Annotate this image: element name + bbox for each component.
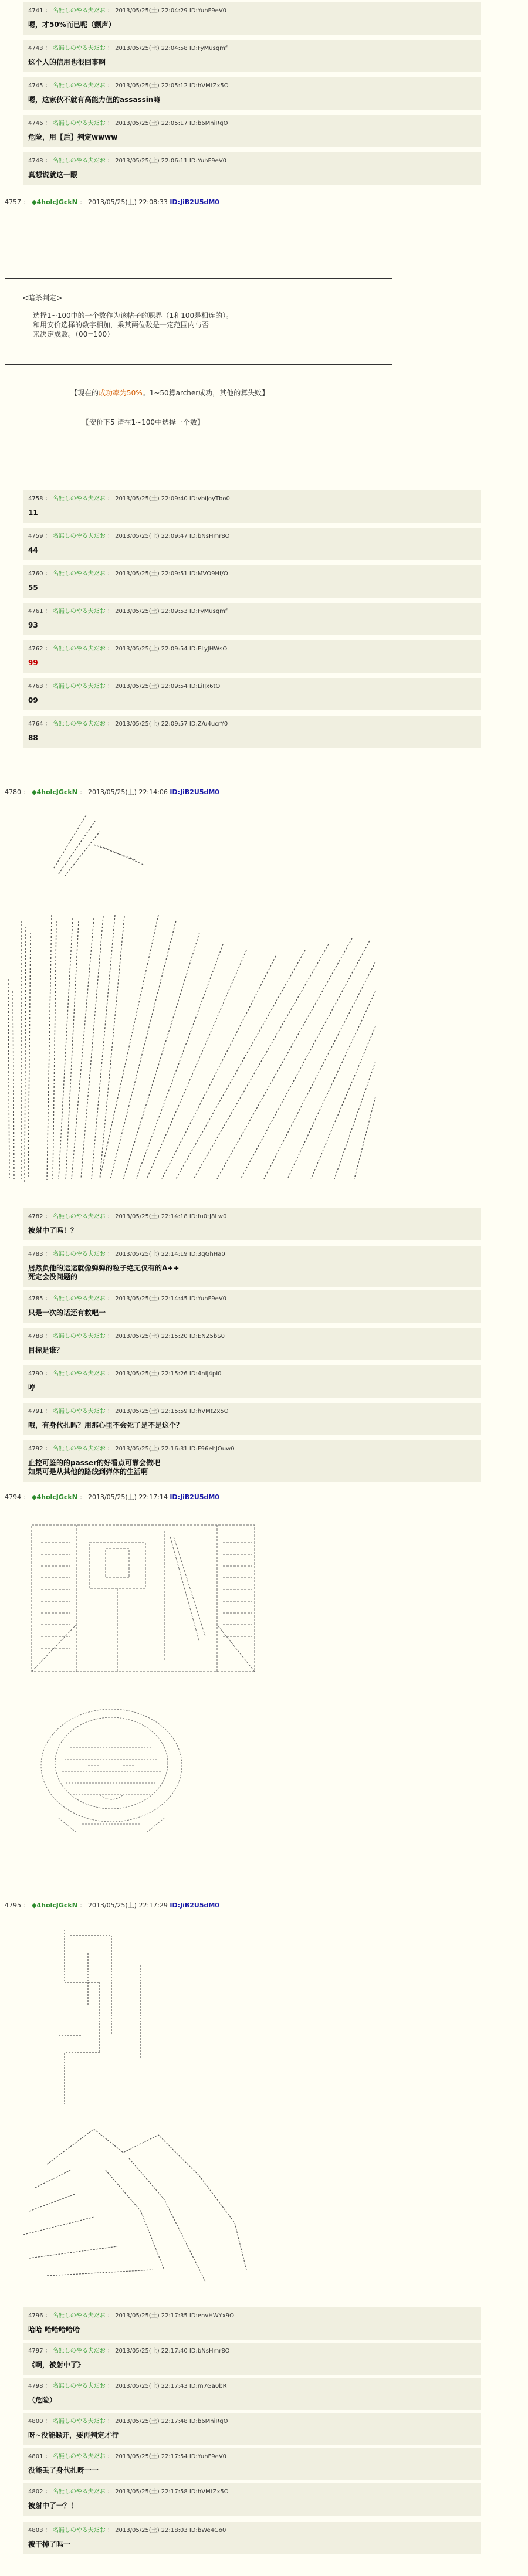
reply-number[interactable]: 4745 xyxy=(28,83,43,89)
poster-id[interactable]: ID:JiB2U5dM0 xyxy=(170,1902,219,1909)
reply-text: 《啊，被射中了》 xyxy=(28,2361,85,2369)
reply-4758: 4758 ： 名無しのやる夫だお ： 2013/05/25(土) 22:09:40 ID:vbiJoyTbo0 11 xyxy=(23,490,481,523)
poster-name: 名無しのやる夫だお xyxy=(52,721,106,727)
reply-number[interactable]: 4801 xyxy=(28,2453,43,2460)
reply-number[interactable]: 4798 xyxy=(28,2383,43,2389)
reply-text: 嗯，才50%而已呢（颤声） xyxy=(28,21,116,29)
reply-text: 88 xyxy=(28,734,38,742)
reply-text xyxy=(28,659,478,667)
reply-number[interactable]: 4760 xyxy=(28,571,43,577)
poster-name: 名無しのやる夫だお xyxy=(52,2348,106,2354)
post-date: 2013/05/25(土) 22:04:58 xyxy=(115,45,188,52)
poster-id[interactable]: ID:LiIJx6tO xyxy=(189,683,221,690)
post-date: 2013/05/25(土) 22:17:35 xyxy=(115,2313,188,2319)
post-date: 2013/05/25(土) 22:09:54 xyxy=(115,646,188,652)
post-date: 2013/05/25(土) 22:17:48 xyxy=(115,2418,188,2425)
reply-number[interactable]: 4758 xyxy=(28,496,43,502)
post-date: 2013/05/25(土) 22:14:18 xyxy=(115,1214,188,1220)
success-rate-line: 【现在的成功率为50%。1~50算archer成功，其他的算失败】 xyxy=(70,389,269,397)
reply-4741: 4741 ： 名無しのやる夫だお ： 2013/05/25(土) 22:04:29 ID:YuhF9eV0 嗯，才50%而已呢（颤声） xyxy=(23,2,481,35)
post-date: 2013/05/25(土) 22:09:57 xyxy=(115,721,188,727)
reply-text: 真想说就这一眼 xyxy=(28,171,78,179)
reply-number[interactable]: 4797 xyxy=(28,2348,43,2354)
reply-number[interactable]: 4743 xyxy=(28,45,43,52)
post-header-4757: 4757 ： ◆4holcJGckN ： 2013/05/25(土) 22:08:33 ID:JiB2U5dM0 xyxy=(5,198,219,206)
poster-name: 名無しのやる夫だお xyxy=(52,2313,106,2319)
reply-text: 被干掉了吗一 xyxy=(28,2540,71,2548)
reply-4792: 4792 ： 名無しのやる夫だお ： 2013/05/25(土) 22:16:31 ID:F96ehJOuw0 止控可鉴的的passer的好看点可靠会做吧 如果可是从其他的路线到弹体的生活啊 xyxy=(23,1440,481,1482)
poster-trip: ◆4holcJGckN xyxy=(32,198,77,206)
reply-4791: 4791 ： 名無しのやる夫だお ： 2013/05/25(土) 22:15:59 ID:hVMtZx5O 哦，有身代扎吗？用那心里不会死了是不是这个？ xyxy=(23,1403,481,1435)
poster-id[interactable]: ID:vbiJoyTbo0 xyxy=(189,496,230,502)
poster-name: 名無しのやる夫だお xyxy=(52,571,106,577)
reply-4798: 4798 ： 名無しのやる夫だお ： 2013/05/25(土) 22:17:43 ID:m7Ga0bR （危险） xyxy=(23,2378,481,2410)
post-number[interactable]: 4757 xyxy=(5,198,21,206)
reply-text: 被射中了一？！ xyxy=(28,2502,78,2510)
reply-4783: 4783 ： 名無しのやる夫だお ： 2013/05/25(土) 22:14:19 ID:3qGhHa0 居然负他的运运就像弹弹的粒子绝无仅有的A++ 死定会没问题的 xyxy=(23,1246,481,1287)
reply-4801: 4801 ： 名無しのやる夫だお ： 2013/05/25(土) 22:17:54 ID:YuhF9eV0 没能丢了身代扎呀一一 xyxy=(23,2448,481,2480)
reply-number[interactable]: 4783 xyxy=(28,1251,43,1258)
reply-4763: 4763 ： 名無しのやる夫だお ： 2013/05/25(土) 22:09:54 ID:LiIJx6tO 09 xyxy=(23,678,481,710)
post-date: 2013/05/25(土) 22:06:11 xyxy=(115,158,188,164)
reply-number[interactable]: 4803 xyxy=(28,2527,43,2534)
post-date: 2013/05/25(土) 22:09:47 xyxy=(115,533,188,540)
post-date: 2013/05/25(土) 22:04:29 xyxy=(115,8,188,14)
poster-name: 名無しのやる夫だお xyxy=(52,1214,106,1220)
post-date: 2013/05/25(土) 22:09:53 xyxy=(115,608,188,615)
poster-name: 名無しのやる夫だお xyxy=(52,1333,106,1340)
reply-text: 哦，有身代扎吗？用那心里不会死了是不是这个？ xyxy=(28,1421,184,1429)
poster-trip: ◆4holcJGckN xyxy=(32,1493,77,1501)
reply-text: 嗯，这家伙不就有高能力值的assassin嘛 xyxy=(28,96,161,104)
post-number[interactable]: 4794 xyxy=(5,1493,21,1501)
post-date: 2013/05/25(土) 22:15:20 xyxy=(115,1333,188,1340)
reply-text: （危险） xyxy=(28,2396,57,2404)
reply-text: 目标是谁？ xyxy=(28,1346,64,1354)
poster-id[interactable]: ID:m7Ga0bR xyxy=(189,2383,227,2389)
reply-4762: 4762 ： 名無しのやる夫だお ： 2013/05/25(土) 22:09:54 ID:ELyJHWsO 99 xyxy=(23,640,481,673)
poster-name: 名無しのやる夫だお xyxy=(52,646,106,652)
poster-id[interactable]: ID:MVO9Hf/O xyxy=(189,571,228,577)
figure-ascii-art xyxy=(12,1918,258,2293)
reply-number[interactable]: 4746 xyxy=(28,120,43,127)
post-date: 2013/05/25(土) 22:05:12 xyxy=(115,83,188,89)
poster-id[interactable]: ID:b6MniRqO xyxy=(189,120,228,127)
post-date: 2013/05/25(土) 22:14:06 xyxy=(87,788,168,796)
poster-id[interactable]: ID:hVMtZx5O xyxy=(189,83,229,89)
reply-4759: 4759 ： 名無しのやる夫だお ： 2013/05/25(土) 22:09:47 ID:bNsHmr8O 44 xyxy=(23,528,481,560)
reply-text: 这个人的信用也很回事啊 xyxy=(28,58,106,66)
post-date: 2013/05/25(土) 22:09:51 xyxy=(115,571,188,577)
reply-number[interactable]: 4782 xyxy=(28,1214,43,1220)
post-header-4780: 4780 ： ◆4holcJGckN ： 2013/05/25(土) 22:14:06 ID:JiB2U5dM0 xyxy=(5,788,219,796)
divider xyxy=(5,364,392,365)
reply-number[interactable]: 4761 xyxy=(28,608,43,615)
post-date: 2013/05/25(土) 22:14:19 xyxy=(115,1251,188,1258)
reply-text: 09 xyxy=(28,696,38,704)
poster-name: 名無しのやる夫だお xyxy=(52,2383,106,2389)
post-date: 2013/05/25(土) 22:17:43 xyxy=(115,2383,188,2389)
post-date: 2013/05/25(土) 22:09:54 xyxy=(115,683,188,690)
poster-trip: ◆4holcJGckN xyxy=(32,788,77,796)
poster-id[interactable]: ID:hVMtZx5O xyxy=(189,1408,229,1415)
reply-4785: 4785 ： 名無しのやる夫だお ： 2013/05/25(土) 22:14:45 ID:YuhF9eV0 只是一次的话还有救吧一 xyxy=(23,1290,481,1323)
poster-name: 名無しのやる夫だお xyxy=(52,608,106,615)
post-header-4795: 4795 ： ◆4holcJGckN ： 2013/05/25(土) 22:17:29 ID:JiB2U5dM0 xyxy=(5,1902,219,1909)
poster-id[interactable]: ID:ELyJHWsO xyxy=(189,646,228,652)
face-ascii-art xyxy=(23,1707,199,1842)
poster-name: 名無しのやる夫だお xyxy=(52,1408,106,1415)
reply-text: 55 xyxy=(28,584,38,592)
reply-number[interactable]: 4792 xyxy=(28,1446,43,1452)
poster-id[interactable]: ID:YuhF9eV0 xyxy=(189,1296,227,1302)
poster-name: 名無しのやる夫だお xyxy=(52,2527,106,2534)
poster-trip: ◆4holcJGckN xyxy=(32,1902,77,1909)
reply-text: 只是一次的话还有救吧一 xyxy=(28,1309,106,1317)
post-date: 2013/05/25(土) 22:18:03 xyxy=(115,2527,188,2534)
highlighted-roll: 99 xyxy=(28,659,38,667)
poster-id[interactable]: ID:bNsHmr8O xyxy=(189,2348,230,2354)
reply-4788: 4788 ： 名無しのやる夫だお ： 2013/05/25(土) 22:15:20 ID:ENZ5bS0 目标是谁？ xyxy=(23,1328,481,1360)
post-date: 2013/05/25(土) 22:15:59 xyxy=(115,1408,188,1415)
poster-name: 名無しのやる夫だお xyxy=(52,1296,106,1302)
post-date: 2013/05/25(土) 22:17:54 xyxy=(115,2453,188,2460)
reply-text: 被射中了吗！？ xyxy=(28,1226,78,1235)
post-date: 2013/05/25(土) 22:09:40 xyxy=(115,496,188,502)
poster-id[interactable]: ID:YuhF9eV0 xyxy=(189,158,227,164)
poster-name: 名無しのやる夫だお xyxy=(52,2453,106,2460)
reply-text: 哼 xyxy=(28,1384,36,1392)
reply-text: 哈哈 哈哈哈哈哈 xyxy=(28,2326,80,2334)
post-header-4794: 4794 ： ◆4holcJGckN ： 2013/05/25(土) 22:17:14 ID:JiB2U5dM0 xyxy=(5,1493,219,1501)
post-date: 2013/05/25(土) 22:17:14 xyxy=(87,1493,168,1501)
reply-4802: 4802 ： 名無しのやる夫だお ： 2013/05/25(土) 22:17:58 ID:hVMtZx5O 被射中了一？！ xyxy=(23,2483,481,2516)
reply-4796: 4796 ： 名無しのやる夫だお ： 2013/05/25(土) 22:17:35 ID:envHWYx9O 哈哈 哈哈哈哈哈 xyxy=(23,2307,481,2340)
poster-id[interactable]: ID:JiB2U5dM0 xyxy=(170,788,219,796)
poster-id[interactable]: ID:bWe4Go0 xyxy=(189,2527,226,2534)
poster-name: 名無しのやる夫だお xyxy=(52,83,106,89)
poster-id[interactable]: ID:FyMusqmf xyxy=(189,608,228,615)
poster-name: 名無しのやる夫だお xyxy=(52,45,106,52)
poster-id[interactable]: ID:b6MniRqO xyxy=(189,2418,228,2425)
reply-number[interactable]: 4762 xyxy=(28,646,43,652)
reply-number[interactable]: 4796 xyxy=(28,2313,43,2319)
post-date: 2013/05/25(土) 22:16:31 xyxy=(115,1446,188,1452)
reply-text: 止控可鉴的的passer的好看点可靠会做吧 如果可是从其他的路线到弹体的生活啊 xyxy=(28,1459,161,1476)
poster-id[interactable]: ID:4nIJ4pI0 xyxy=(189,1371,222,1377)
post-date: 2013/05/25(土) 22:15:26 xyxy=(115,1371,188,1377)
reply-number[interactable]: 4764 xyxy=(28,721,43,727)
reply-number[interactable]: 4791 xyxy=(28,1408,43,1415)
poster-id[interactable]: ID:Z/u4ucrY0 xyxy=(189,721,228,727)
reply-number[interactable]: 4785 xyxy=(28,1296,43,1302)
reply-number[interactable]: 4802 xyxy=(28,2489,43,2495)
reply-number[interactable]: 4741 xyxy=(28,8,43,14)
post-date: 2013/05/25(土) 22:08:33 xyxy=(87,198,168,206)
post-number[interactable]: 4795 xyxy=(5,1902,21,1909)
poster-id[interactable]: ID:YuhF9eV0 xyxy=(189,2453,227,2460)
reply-number[interactable]: 4790 xyxy=(28,1371,43,1377)
reply-text: 没能丢了身代扎呀一一 xyxy=(28,2466,99,2475)
judge-line: 和用安价选择的数字相加，乘其两位数是一定范围内与否 xyxy=(33,321,209,329)
post-date: 2013/05/25(土) 22:14:45 xyxy=(115,1296,188,1302)
reply-4760: 4760 ： 名無しのやる夫だお ： 2013/05/25(土) 22:09:51 ID:MVO9Hf/O 55 xyxy=(23,565,481,598)
post-date: 2013/05/25(土) 22:17:40 xyxy=(115,2348,188,2354)
post-date: 2013/05/25(土) 22:05:17 xyxy=(115,120,188,127)
poster-name: 名無しのやる夫だお xyxy=(52,2489,106,2495)
post-date: 2013/05/25(土) 22:17:29 xyxy=(87,1902,168,1909)
reply-text: 呀~没能躲开，要再判定才行 xyxy=(28,2431,119,2439)
poster-name: 名無しのやる夫だお xyxy=(52,2418,106,2425)
room-window-ascii-art xyxy=(23,1519,264,1683)
poster-name: 名無しのやる夫だお xyxy=(52,1371,106,1377)
reply-text: 93 xyxy=(28,621,38,629)
poster-name: 名無しのやる夫だお xyxy=(52,8,106,14)
poster-id[interactable]: ID:JiB2U5dM0 xyxy=(170,1493,219,1501)
judge-line: 来决定成败。（00=100） xyxy=(33,330,114,338)
poster-name: 名無しのやる夫だお xyxy=(52,533,106,540)
reply-4782: 4782 ： 名無しのやる夫だお ： 2013/05/25(土) 22:14:18 ID:fu0tJ8Lw0 被射中了吗！？ xyxy=(23,1208,481,1240)
poster-name: 名無しのやる夫だお xyxy=(52,1251,106,1258)
judge-title: <暗杀判定> xyxy=(22,294,63,302)
reply-number[interactable]: 4759 xyxy=(28,533,43,540)
reply-number[interactable]: 4763 xyxy=(28,683,43,690)
poster-name: 名無しのやる夫だお xyxy=(52,120,106,127)
poster-name: 名無しのやる夫だお xyxy=(52,683,106,690)
reply-4800: 4800 ： 名無しのやる夫だお ： 2013/05/25(土) 22:17:48 ID:b6MniRqO 呀~没能躲开，要再判定才行 xyxy=(23,2413,481,2445)
reply-text: 危险，用【后】判定wwww xyxy=(28,133,118,141)
poster-id[interactable]: ID:fu0tJ8Lw0 xyxy=(189,1214,227,1220)
reply-number[interactable]: 4800 xyxy=(28,2418,43,2425)
poster-id[interactable]: ID:FyMusqmf xyxy=(189,45,228,52)
poster-name: 名無しのやる夫だお xyxy=(52,496,106,502)
reply-text: 11 xyxy=(28,509,38,517)
reply-4790: 4790 ： 名無しのやる夫だお ： 2013/05/25(土) 22:15:26 ID:4nIJ4pI0 哼 xyxy=(23,1365,481,1398)
poster-id[interactable]: ID:hVMtZx5O xyxy=(189,2489,229,2495)
anka-instruction: 【安价下5 请在1~100中选择一个数】 xyxy=(82,418,205,426)
post-date: 2013/05/25(土) 22:17:58 xyxy=(115,2489,188,2495)
poster-name: 名無しのやる夫だお xyxy=(52,1446,106,1452)
reply-text: 44 xyxy=(28,546,38,554)
reply-4745: 4745 ： 名無しのやる夫だお ： 2013/05/25(土) 22:05:12 ID:hVMtZx5O 嗯，这家伙不就有高能力值的assassin嘛 xyxy=(23,77,481,110)
reply-4764: 4764 ： 名無しのやる夫だお ： 2013/05/25(土) 22:09:57 ID:Z/u4ucrY0 88 xyxy=(23,716,481,748)
poster-id[interactable]: ID:ENZ5bS0 xyxy=(189,1333,225,1340)
poster-id[interactable]: ID:envHWYx9O xyxy=(189,2313,234,2319)
judge-line: 选择1~100中的一个数作为该帖子的职界（1和100是相连的）。 xyxy=(33,311,233,320)
reply-number[interactable]: 4748 xyxy=(28,158,43,164)
poster-id[interactable]: ID:JiB2U5dM0 xyxy=(170,198,219,206)
poster-id[interactable]: ID:bNsHmr8O xyxy=(189,533,230,540)
divider xyxy=(5,278,392,279)
reply-4761: 4761 ： 名無しのやる夫だお ： 2013/05/25(土) 22:09:53 ID:FyMusqmf 93 xyxy=(23,603,481,635)
reply-number[interactable]: 4788 xyxy=(28,1333,43,1340)
post-number[interactable]: 4780 xyxy=(5,788,21,796)
reply-4746: 4746 ： 名無しのやる夫だお ： 2013/05/25(土) 22:05:17 ID:b6MniRqO 危险，用【后】判定wwww xyxy=(23,115,481,147)
success-rate: 成功率为50% xyxy=(99,389,143,397)
reply-4748: 4748 ： 名無しのやる夫だお ： 2013/05/25(土) 22:06:11 ID:YuhF9eV0 真想说就这一眼 xyxy=(23,152,481,185)
poster-id[interactable]: ID:F96ehJOuw0 xyxy=(189,1446,235,1452)
poster-id[interactable]: ID:YuhF9eV0 xyxy=(189,8,227,14)
arrow-rain-ascii-art xyxy=(0,804,387,1191)
poster-name: 名無しのやる夫だお xyxy=(52,158,106,164)
reply-4797: 4797 ： 名無しのやる夫だお ： 2013/05/25(土) 22:17:40 ID:bNsHmr8O 《啊，被射中了》 xyxy=(23,2343,481,2375)
reply-4743: 4743 ： 名無しのやる夫だお ： 2013/05/25(土) 22:04:58 ID:FyMusqmf 这个人的信用也很回事啊 xyxy=(23,40,481,72)
reply-4803: 4803 ： 名無しのやる夫だお ： 2013/05/25(土) 22:18:03 ID:bWe4Go0 被干掉了吗一 xyxy=(23,2522,481,2554)
poster-id[interactable]: ID:3qGhHa0 xyxy=(189,1251,225,1258)
reply-text: 居然负他的运运就像弹弹的粒子绝无仅有的A++ 死定会没问题的 xyxy=(28,1264,180,1281)
